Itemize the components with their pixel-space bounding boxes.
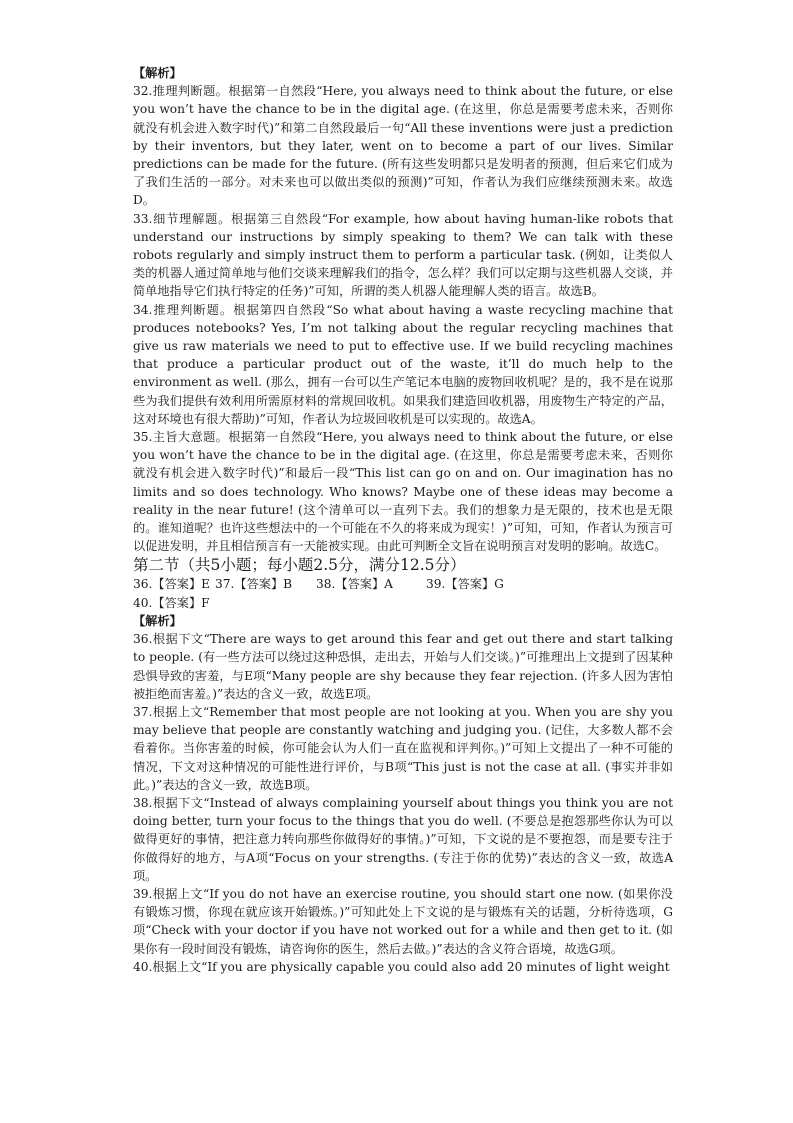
answer-39: 39.【答案】G [426, 577, 504, 592]
section-title: 第二节（共5小题；每小题2.5分，满分12.5分） [133, 556, 466, 575]
answer-40: 40.【答案】F [133, 595, 210, 610]
analysis-q36: 36.根据下文“There are ways to get around this fear and get out there and start talking to people. (有一些方法可以绕过这种恐惧，走出去，开始与人们交谈。)”可推理出上文提到了因某种恐惧导致的害羞，与E项“Many people are shy because they fear rejection. (许多人因为害怕被拒绝而害羞。)”表达的含义一致，故选E项。 [133, 632, 673, 701]
analysis-q33: 33.细节理解题。根据第三自然段“For example, how about having human-like robots that understand our instructions by simply speaking to them? We can talk with these robots regularly and simply instruct them to perform a particular task. (例如，让类似人类的机器人通过简单地与他们交谈来理解我们的指令，怎么样？我们可以定期与这些机器人交谈，并简单地指导它们执行特定的任务)”可知，所谓的类人机器人能理解人类的语言。故选B。 [133, 211, 673, 299]
answer-row [133, 575, 673, 593]
analysis-q32: 32.推理判断题。根据第一自然段“Here, you always need to think about the future, or else you won’t have the chance to be in the digital age. (在这里，你总是需要考虑未来，否则你就没有机会进入数字时代)”和第二自然段最后一句“All these inventions were just a prediction by their inventors, but they later, went on to become a part of our lives. Similar predictions can be made for the future. (所有这些发明都只是发明者的预测，但后来它们成为了我们生活的一部分。对未来也可以做出类似的预测)”可知，作者认为我们应继续预测未来。故选D。 [133, 84, 673, 208]
document-page [133, 64, 673, 976]
analysis-heading-2: 【解析】 [133, 613, 182, 628]
analysis-q35: 35.主旨大意题。根据第一自然段“Here, you always need to think about the future, or else you won’t have the chance to be in the digital age. (在这里，你总是需要考虑未来，否则你就没有机会进入数字时代)”和最后一段“This list can go on and on. Our imagination has no limits and so does technology. Who knows? Maybe one of these ideas may become a reality in the near future! (这个清单可以一直列下去。我们的想象力是无限的，技术也是无限的。谁知道呢？也许这些想法中的一个可能在不久的将来成为现实！)”可知，可知，作者认为预言可以促进发明，并且相信预言有一天能被实现。由此可判断全文旨在说明预言对发明的影响。故选C。 [133, 430, 673, 554]
answer-36: 36.【答案】E [133, 577, 211, 592]
analysis-q38: 38.根据下文“Instead of always complaining yourself about things you think you are not doing better, turn your focus to the things that you do well. (不要总是抱怨那些你认为可以做得更好的事情，把注意力转向那些你做得好的事情。)”可知，下文说的是不要抱怨，而是要专注于你做得好的地方，与A项“Focus on your strengths. (专注于你的优势)”表达的含义一致，故选A项。 [133, 795, 673, 883]
analysis-q40: 40.根据上文“If you are physically capable you could also add 20 minutes of light weight [133, 959, 670, 974]
answer-38: 38.【答案】A [316, 577, 393, 592]
answer-37: 37.【答案】B [215, 577, 293, 592]
analysis-heading: 【解析】 [133, 66, 182, 80]
analysis-q34: 34.推理判断题。根据第四自然段“So what about having a waste recycling machine that produces notebooks? Yes, I’m not talking about the regular recycling machines that give us raw materials we need to put to effective use. If we build recycling machines that produce a particular product out of the waste, it’ll do much help to the environment as well. (那么，拥有一台可以生产笔记本电脑的废物回收机呢？是的，我不是在说那些为我们提供有效利用所需原材料的常规回收机。如果我们建造回收机器，用废物生产特定的产品，这对环境也有很大帮助)”可知，作者认为垃圾回收机是可以实现的。故选A。 [133, 302, 673, 426]
analysis-q37: 37.根据上文“Remember that most people are not looking at you. When you are shy you may believe that people are constantly watching and judging you. (记住，大多数人都不会看着你。当你害羞的时候，你可能会认为人们一直在监视和评判你。)”可知上文提出了一种不可能的情况，下文对这种情况的可能性进行评价，与B项“This just is not the case at all. (事实并非如此。)”表达的含义一致，故选B项。 [133, 704, 673, 792]
analysis-q39: 39.根据上文“If you do not have an exercise routine, you should start one now. (如果你没有锻炼习惯，你现在就应该开始锻炼。)”可知此处上下文说的是与锻炼有关的话题，分析待选项，G项“Check with your doctor if you have not worked out for a while and then get to it. (如果你有一段时间没有锻炼，请咨询你的医生，然后去做。)”表达的含义符合语境，故选G项。 [133, 886, 673, 956]
